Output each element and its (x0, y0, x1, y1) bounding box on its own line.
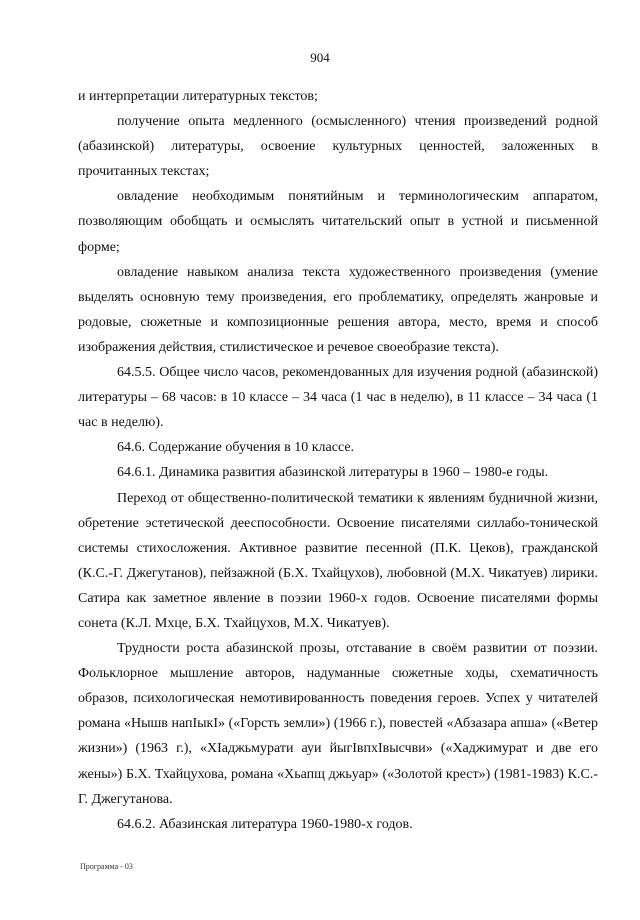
paragraph-poetry-development: Переход от общественно-политической тематики к явлениям будничной жизни, обретение эстетической дееспособности. Освоение писателями силлабо-тонической системы стихосложения. Активное развитие песенной (П.К. Цеков), гражданской (К.С.-Г. Джегутанов), пейзажной (Б.Х. Тхайцухов), любовной (М.Х. Чикатуев) лирики. Сатира как заметное явление в поэзии 1960-х годов. Освоение писателями формы сонета (К.Л. Мхце, Б.Х. Тхайцухов, М.Х. Чикатуев). (78, 490, 598, 631)
subsection-heading-literature: 64.6.2. Абазинская литература 1960-1980-х годов. (117, 816, 413, 832)
document-body (78, 84, 598, 837)
paragraph-reading-experience: получение опыта медленного (осмысленного) чтения произведений родной (абазинской) литературы, освоение культурных ценностей, заложенных в прочитанных текстах; (78, 114, 598, 180)
page-footer: Программа - 03 (80, 862, 133, 871)
section-heading-10-class: 64.6. Содержание обучения в 10 классе. (117, 440, 355, 456)
page-number: 904 (310, 50, 330, 65)
paragraph-text-analysis: овладение навыком анализа текста художественного произведения (умение выделять основную тему произведения, его проблематику, определять жанровые и родовые, сюжетные и композиционные решения автора, место, время и способ изображения действия, стилистическое и речевое своеобразие текста). (78, 264, 598, 355)
subsection-heading-dynamics: 64.6.1. Динамика развития абазинской литературы в 1960 – 1980-е годы. (117, 465, 549, 481)
paragraph-terminology: овладение необходимым понятийным и терминологическим аппаратом, позволяющим обобщать и осмыслять читательский опыт в устной и письменной форме; (78, 189, 598, 255)
paragraph-hours: 64.5.5. Общее число часов, рекомендованных для изучения родной (абазинской) литературы – 68 часов: в 10 классе – 34 часа (1 час в неделю), в 11 классе – 34 часа (1 час в неделю). (78, 365, 598, 431)
paragraph-continuation: и интерпретации литературных текстов; (78, 89, 318, 104)
paragraph-prose-difficulties: Трудности роста абазинской прозы, отставание в своём развитии от поэзии. Фольклорное мышление авторов, надуманные сюжетные ходы, схематичность образов, психологическая немотивированность поведения героев. Успех у читателей романа «Нышв напIыкI» («Горсть земли») (1966 г.), повестей «Абзазара апша» («Ветер жизни») (1963 г.), «ХIаджьмурати ауи йыгIвпхIвысчви» («Хаджимурат и две его жены») Б.Х. Тхайцухова, романа «Хьапщ джьуар» («Золотой крест») (1981-1983) К.С.-Г. Джегутанова. (78, 641, 598, 807)
